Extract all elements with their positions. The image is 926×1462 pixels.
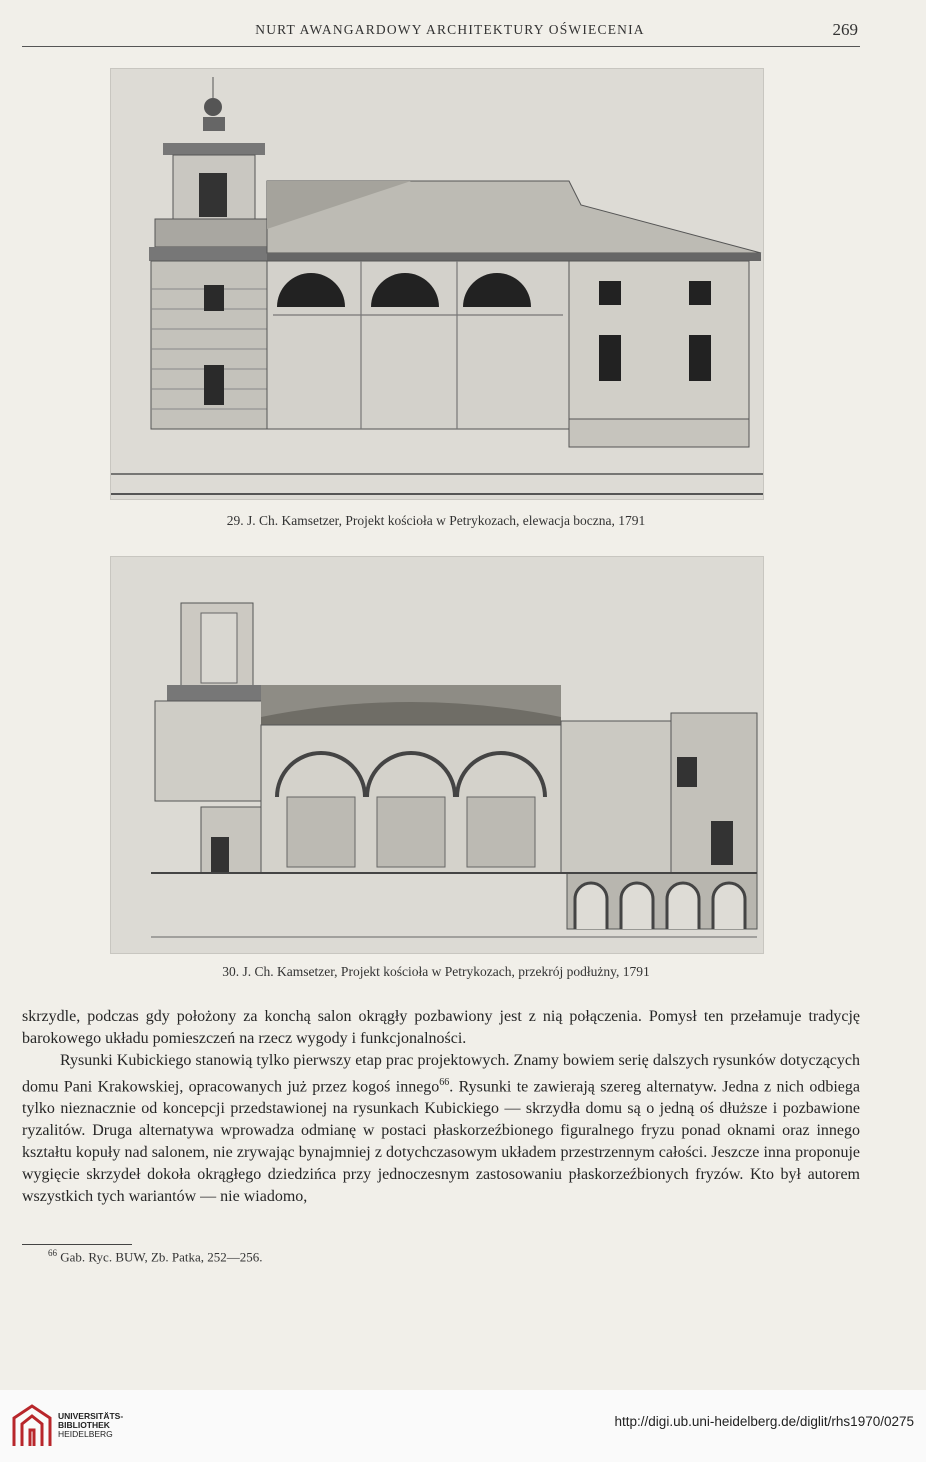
- footnote-text: Gab. Ryc. BUW, Zb. Patka, 252—256.: [60, 1249, 263, 1265]
- figure-29-caption: 29. J. Ch. Kamsetzer, Projekt kościoła w Petrykozach, elewacja boczna, 1791: [226, 513, 646, 528]
- paragraph-2-part-2: . Rysunki te zawierają szereg alternatyw. Jedna z nich odbiega tylko nieznacznie od koncepcji przedstawionej na rysunkach Kubickiego — skrzydła domu są o jedną oś dłuższe i pozbawione ryzalitów. Druga alternatywa wprowadza odmianę w postaci płaskorzeźbionego figuralnego fryzu ponad oknami oraz innego kształtu kopuły nad salonem, nie zrywając bynajmniej z dotychczasowym układem przestrzennym całości. Jeszcze inna proponuje wygięcie skrzydeł dokoła okrągłego dziedzińca przy jednoczesnym zastosowaniu płaskorzeźbionych fryzów. Kto był autorem wszystkich tych wariantów — nie wiadomo,: [22, 1078, 860, 1205]
- library-name-line-2: BIBLIOTHEK: [58, 1420, 110, 1430]
- header-rule: [22, 46, 860, 47]
- figure-29-elevation-drawing: [110, 68, 764, 500]
- paragraph-1: skrzydle, podczas gdy położony za konchą salon okrągły pozbawiony jest z nią połączenia. Pomysł ten przełamuje tradycję barokowego układu pomieszczeń na rzecz wygody i funkcjonalności.: [22, 1008, 860, 1047]
- library-name-line-3: HEIDELBERG: [58, 1429, 113, 1439]
- elevation-drawing: [111, 69, 763, 499]
- paragraph-2-part-1: Rysunki Kubickiego stanowią tylko pierwszy etap prac projektowych. Znamy bowiem serię dalszych rysunków dotyczących domu Pani Krakowskiej, opracowanych już przez kogoś innego: [22, 1051, 860, 1096]
- page-header: [0, 20, 926, 44]
- footnote-reference: 66: [439, 1076, 450, 1088]
- digitization-footer: [0, 1390, 926, 1462]
- body-text: [22, 1006, 860, 1207]
- library-name: [58, 1412, 123, 1439]
- source-url-link[interactable]: http://digi.ub.uni-heidelberg.de/diglit/rhs1970/0275: [614, 1414, 914, 1429]
- page-number: 269: [832, 20, 858, 39]
- figure-30-caption: 30. J. Ch. Kamsetzer, Projekt kościoła w Petrykozach, przekrój podłużny, 1791: [222, 964, 650, 979]
- running-title: NURT AWANGARDOWY ARCHITEKTURY OŚWIECENIA: [255, 22, 645, 37]
- section-drawing: [111, 557, 763, 953]
- footnote-rule: [22, 1244, 132, 1245]
- footnote-number: 66: [48, 1248, 57, 1258]
- figure-30-section-drawing: [110, 556, 764, 954]
- footnote: [48, 1248, 263, 1265]
- library-logo-icon: [10, 1402, 54, 1448]
- paragraph-2: [22, 1050, 860, 1208]
- library-name-line-1: UNIVERSITÄTS-: [58, 1411, 124, 1421]
